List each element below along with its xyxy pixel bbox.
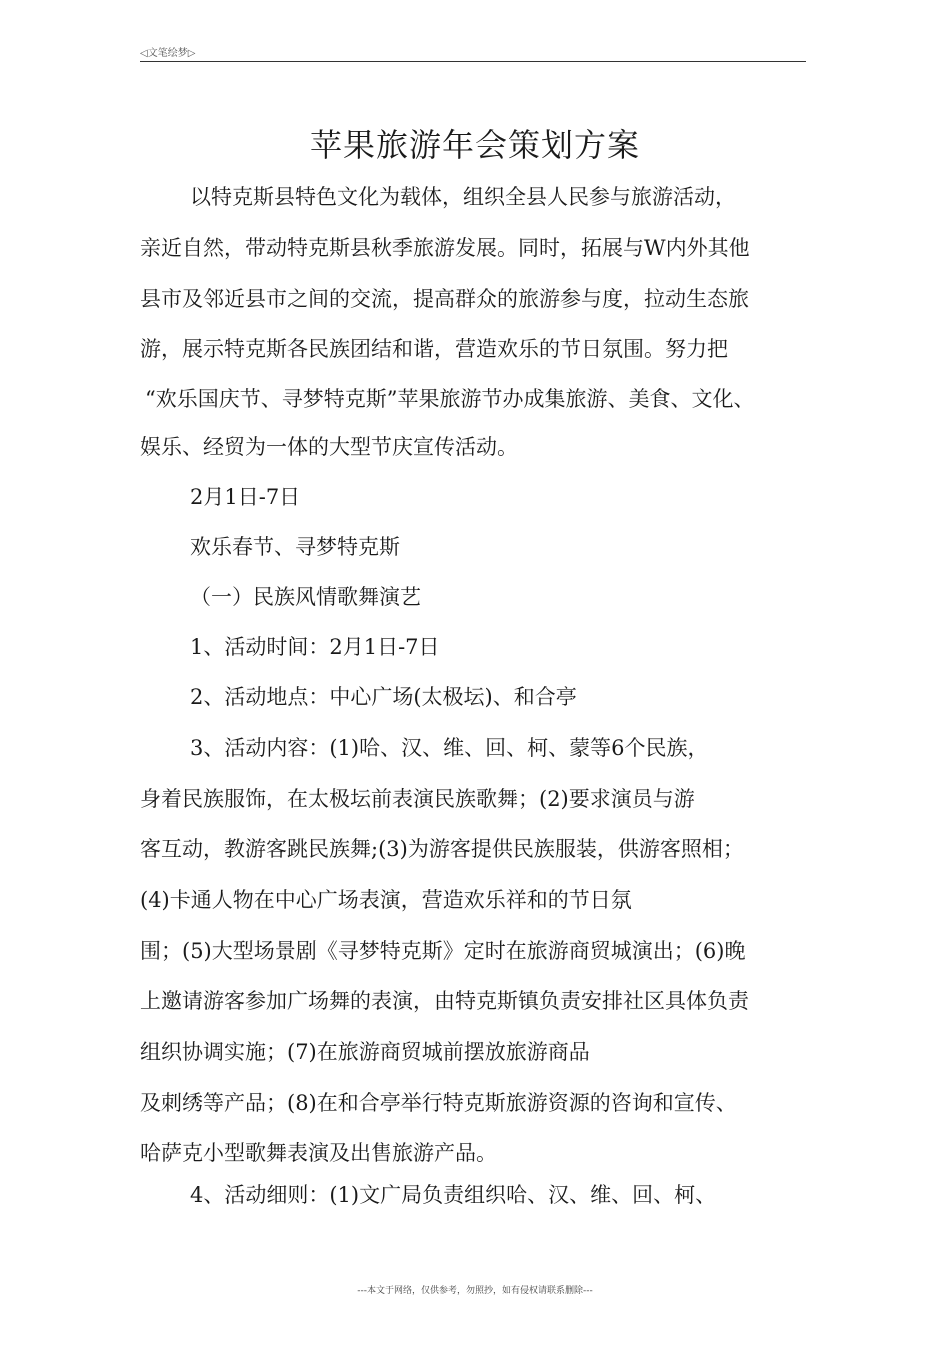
paragraph-line: 围；(5)大型场景剧《寻梦特克斯》定时在旅游商贸城演出；(6)晚	[140, 939, 746, 963]
paragraph-line: 亲近自然，带动特克斯县秋季旅游发展。同时，拓展与W内外其他	[140, 236, 750, 260]
paragraph-line: 以特克斯县特色文化为载体，组织全县人民参与旅游活动，	[190, 185, 736, 209]
header-rule	[140, 61, 806, 62]
paragraph-line: 游，展示特克斯各民族团结和谐，营造欢乐的节日氛围。努力把	[140, 337, 728, 361]
activity-location: 2、活动地点：中心广场(太极坛)、和合亭	[190, 685, 577, 709]
paragraph-line: 上邀请游客参加广场舞的表演，由特克斯镇负责安排社区具体负责	[140, 989, 749, 1013]
footer-disclaimer: ---本文于网络，仅供参考，勿照抄，如有侵权请联系删除---	[357, 1286, 593, 1296]
activity-details: 4、活动细则：(1)文广局负责组织哈、汉、维、回、柯、	[190, 1183, 717, 1207]
paragraph-line: 哈萨克小型歌舞表演及出售旅游产品。	[140, 1141, 497, 1165]
paragraph-line: (4)卡通人物在中心广场表演，营造欢乐祥和的节日氛	[140, 888, 632, 912]
paragraph-line: 身着民族服饰，在太极坛前表演民族歌舞；(2)要求演员与游	[140, 787, 695, 811]
paragraph-line: 娱乐、经贸为一体的大型节庆宣传活动。	[140, 435, 518, 459]
activity-content: 3、活动内容：(1)哈、汉、维、回、柯、蒙等6个民族，	[190, 736, 709, 760]
paragraph-line: 县市及邻近县市之间的交流，提高群众的旅游参与度，拉动生态旅	[140, 287, 749, 311]
document-title: 苹果旅游年会策划方案	[309, 126, 640, 164]
theme-line: 欢乐春节、寻梦特克斯	[190, 535, 400, 559]
paragraph-line: 客互动，教游客跳民族舞;(3)为游客提供民族服装，供游客照相；	[140, 837, 744, 861]
section-heading: （一）民族风情歌舞演艺	[190, 585, 421, 609]
header-mark: ◁文笔绘梦▷	[140, 48, 196, 59]
paragraph-line: 组织协调实施；(7)在旅游商贸城前摆放旅游商品	[140, 1040, 590, 1064]
paragraph-line: “欢乐国庆节、寻梦特克斯”苹果旅游节办成集旅游、美食、文化、	[145, 387, 755, 411]
activity-time: 1、活动时间：2月1日-7日	[190, 635, 440, 659]
date-line: 2月1日-7日	[190, 485, 301, 509]
paragraph-line: 及刺绣等产品；(8)在和合亭举行特克斯旅游资源的咨询和宣传、	[140, 1091, 737, 1115]
